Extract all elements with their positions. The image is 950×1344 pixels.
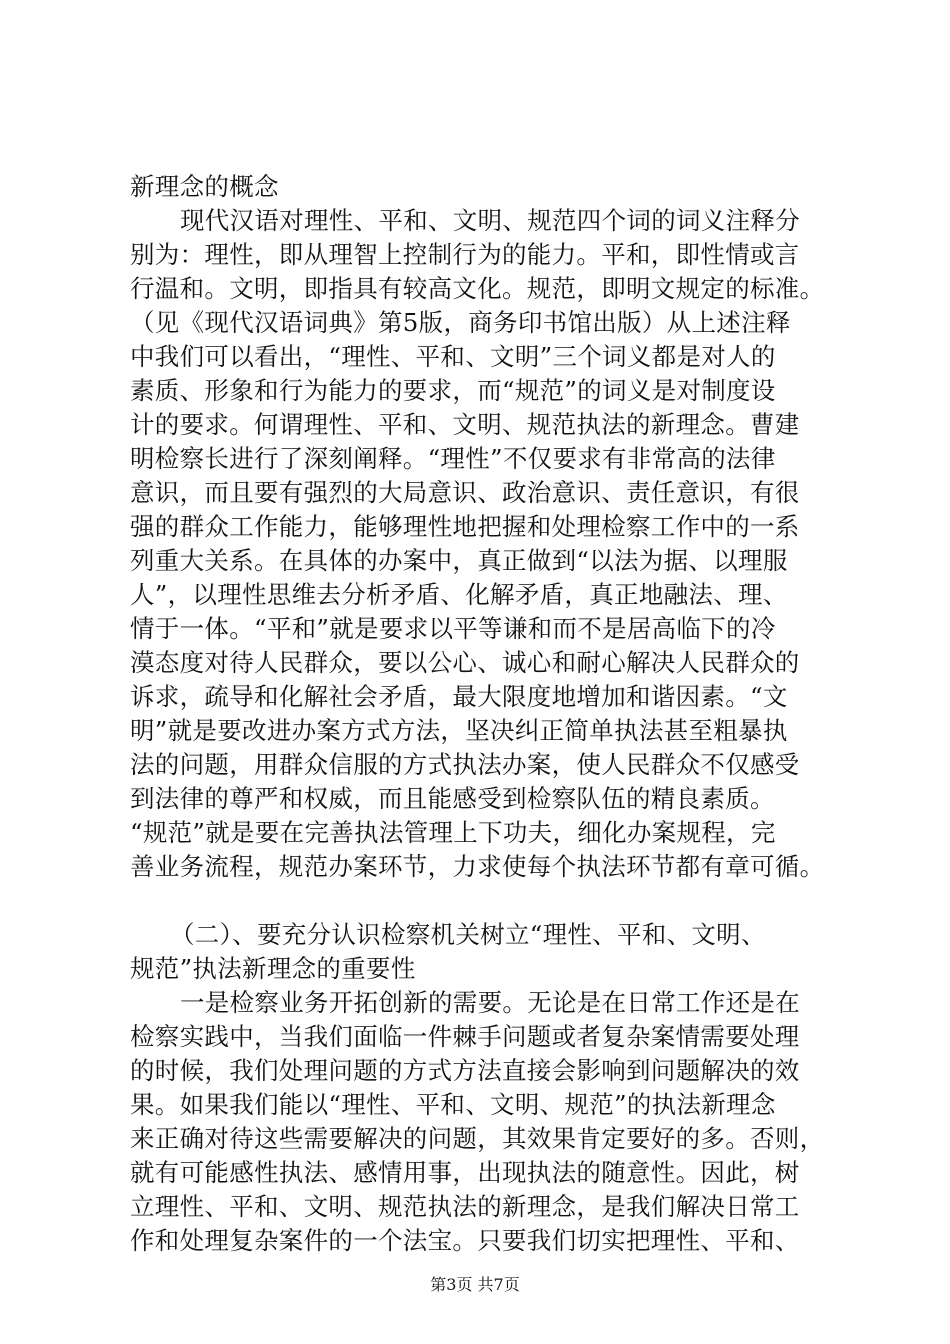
text-line: 就有可能感性执法、感情用事，出现执法的随意性。因此，树 [130,1158,800,1187]
section-heading-continuation: 规范”执法新理念的重要性 [130,954,416,983]
text-line: 来正确对待这些需要解决的问题，其效果肯定要好的多。否则， [130,1124,825,1153]
text-line: “规范”就是要在完善执法管理上下功夫，细化办案规程，完 [130,818,776,847]
text-line-section-tail: 新理念的概念 [130,172,279,201]
text-line: 素质、形象和行为能力的要求，而“规范”的词义是对制度设 [130,376,776,405]
text-line: 到法律的尊严和权威，而且能感受到检察队伍的精良素质。 [130,784,775,813]
text-line: 善业务流程，规范办案环节，力求使每个执法环节都有章可循。 [130,852,825,881]
section-heading: （二）、要充分认识检察机关树立“理性、平和、文明、 [170,920,766,949]
text-line: 强的群众工作能力，能够理性地把握和处理检察工作中的一系 [130,512,800,541]
page-number-footer: 第3页 共7页 [430,1275,520,1294]
text-line: 行温和。文明，即指具有较高文化。规范，即明文规定的标准。 [130,274,825,303]
text-line: 意识，而且要有强烈的大局意识、政治意识、责任意识，有很 [130,478,800,507]
text-line: 作和处理复杂案件的一个法宝。只要我们切实把理性、平和、 [130,1226,800,1255]
text-line: 法的问题，用群众信服的方式执法办案，使人民群众不仅感受 [130,750,800,779]
text-line-paragraph-start: 一是检察业务开拓创新的需要。无论是在日常工作还是在 [180,988,800,1017]
text-line: 情于一体。“平和”就是要求以平等谦和而不是居高临下的冷 [130,614,776,643]
text-line: （见《现代汉语词典》第5版，商务印书馆出版）从上述注释 [130,308,791,337]
text-line: 人”，以理性思维去分析矛盾、化解矛盾，真正地融法、理、 [130,580,788,609]
text-line: 检察实践中，当我们面临一件棘手问题或者复杂案情需要处理 [130,1022,800,1051]
text-line: 中我们可以看出，“理性、平和、文明”三个词义都是对人的 [130,342,776,371]
text-line: 别为：理性，即从理智上控制行为的能力。平和，即性情或言 [130,240,800,269]
text-line-paragraph-start: 现代汉语对理性、平和、文明、规范四个词的词义注释分 [180,206,800,235]
text-line: 果。如果我们能以“理性、平和、文明、规范”的执法新理念 [130,1090,776,1119]
text-line: 诉求，疏导和化解社会矛盾，最大限度地增加和谐因素。“文 [130,682,788,711]
text-line: 列重大关系。在具体的办案中，真正做到“以法为据、以理服 [130,546,788,575]
text-line: 明”就是要改进办案方式方法，坚决纠正简单执法甚至粗暴执 [130,716,788,745]
text-line: 计的要求。何谓理性、平和、文明、规范执法的新理念。曹建 [130,410,800,439]
text-line: 明检察长进行了深刻阐释。“理性”不仅要求有非常高的法律 [130,444,776,473]
text-line: 立理性、平和、文明、规范执法的新理念，是我们解决日常工 [130,1192,800,1221]
text-line: 的时候，我们处理问题的方式方法直接会影响到问题解决的效 [130,1056,800,1085]
text-line: 漠态度对待人民群众，要以公心、诚心和耐心解决人民群众的 [130,648,800,677]
